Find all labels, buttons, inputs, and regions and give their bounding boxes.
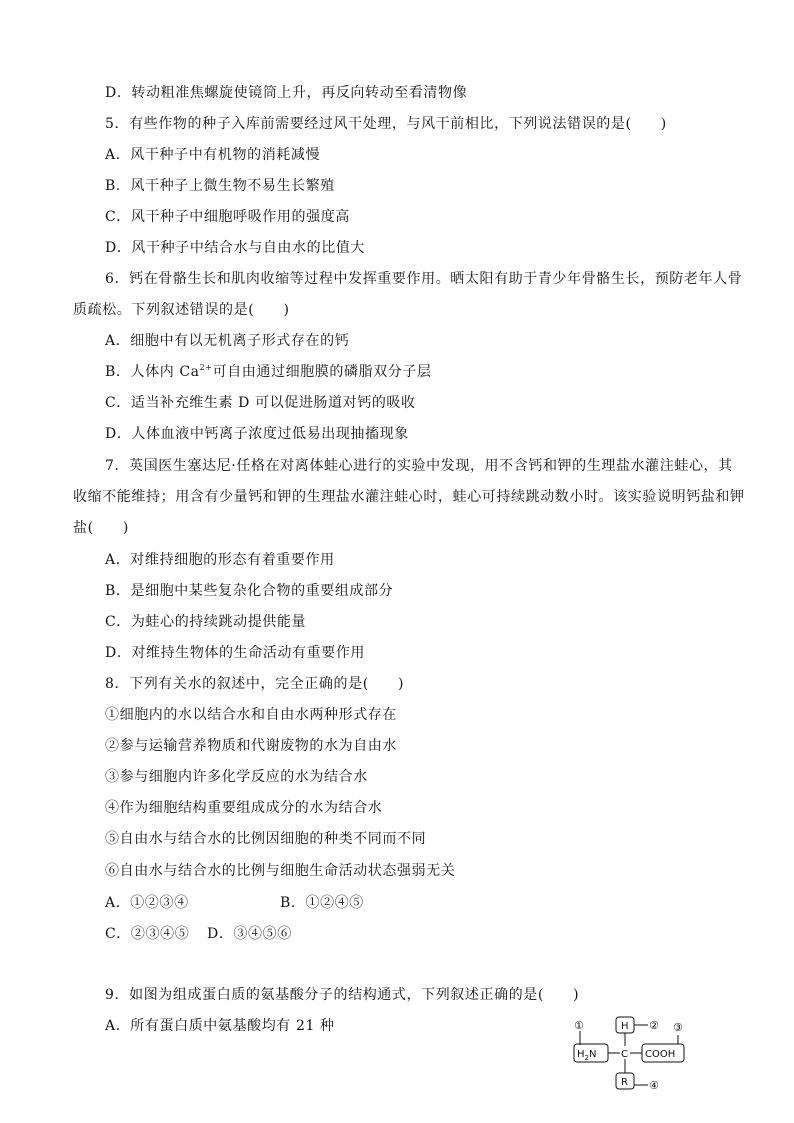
q7-option-d: D．对维持生物体的生命活动有重要作用 — [105, 645, 366, 661]
q8-statement-2: ②参与运输营养物质和代谢废物的水为自由水 — [105, 738, 397, 754]
carboxyl-group-label: COOH — [645, 1049, 676, 1060]
q7-option-b: B．是细胞中某些复杂化合物的重要组成部分 — [105, 583, 394, 599]
q8-statement-5: ⑤自由水与结合水的比例因细胞的种类不同而不同 — [105, 831, 427, 847]
amino-acid-structure-svg — [560, 1017, 690, 1115]
amino-acid-structure-diagram — [560, 1017, 690, 1115]
q8-statement-3: ③参与细胞内许多化学反应的水为结合水 — [105, 769, 368, 785]
q7-stem-line3: 盐( ) — [73, 520, 129, 536]
q9-option-a: A．所有蛋白质中氨基酸均有 21 种 — [105, 1018, 335, 1034]
q5-option-c: C．风干种子中细胞呼吸作用的强度高 — [105, 209, 350, 225]
label-number-2: ② — [649, 1019, 659, 1032]
q7-option-a: A．对维持细胞的形态有着重要作用 — [105, 552, 335, 568]
q6-option-b — [105, 363, 432, 381]
q6-option-b-pre: B．人体内 Ca — [105, 364, 200, 380]
q7-option-c: C．为蛙心的持续跳动提供能量 — [105, 614, 307, 630]
q7-stem-line1: 7．英国医生塞达尼·任格在对离体蛙心进行的实验中发现，用不含钙和钾的生理盐水灌注蛙心，其 — [105, 458, 733, 474]
q8-statement-6: ⑥自由水与结合水的比例与细胞生命活动状态强弱无关 — [105, 863, 456, 879]
label-number-1: ① — [574, 1019, 584, 1032]
q8-statement-1: ①细胞内的水以结合水和自由水两种形式存在 — [105, 707, 397, 723]
amino-group-label: $H_2N$ — [577, 1049, 597, 1062]
calcium-charge-superscript: 2+ — [199, 363, 213, 372]
r-group-label: R — [621, 1077, 628, 1088]
q8-option-a: A．①②③④ — [105, 895, 189, 911]
q8-option-d: D．③④⑤⑥ — [207, 926, 292, 942]
q5-option-b: B．风干种子上微生物不易生长繁殖 — [105, 178, 335, 194]
central-carbon: C — [621, 1049, 628, 1060]
q8-statement-4: ④作为细胞结构重要组成成分的水为结合水 — [105, 800, 383, 816]
q5-option-a: A．风干种子中有机物的消耗减慢 — [105, 147, 321, 163]
q6-option-d: D．人体血液中钙离子浓度过低易出现抽搐现象 — [105, 426, 409, 442]
label-number-4: ④ — [649, 1079, 659, 1092]
hydrogen-label: H — [621, 1021, 629, 1032]
q6-option-b-post: 可自由通过细胞膜的磷脂双分子层 — [212, 364, 432, 380]
q6-option-a: A．细胞中有以无机离子形式存在的钙 — [105, 333, 350, 349]
q5-option-d: D．风干种子中结合水与自由水的比值大 — [105, 240, 366, 256]
label-number-3: ③ — [673, 1021, 683, 1034]
q9-stem: 9．如图为组成蛋白质的氨基酸分子的结构通式，下列叙述正确的是( ) — [105, 987, 580, 1003]
q6-stem-line2: 质疏松。下列叙述错误的是( ) — [73, 302, 290, 318]
q7-stem-line2: 收缩不能维持；用含有少量钙和钾的生理盐水灌注蛙心时，蛙心可持续跳动数小时。该实验说明钙盐和钾 — [73, 489, 745, 505]
q8-stem: 8．下列有关水的叙述中，完全正确的是( ) — [105, 676, 405, 692]
q4-option-d: D．转动粗准焦螺旋使镜筒上升，再反向转动至看清物像 — [105, 85, 468, 101]
q8-option-c: C．②③④⑤ — [105, 926, 190, 942]
q8-option-b: B．①②④⑤ — [280, 895, 364, 911]
q6-stem-line1: 6．钙在骨骼生长和肌肉收缩等过程中发挥重要作用。晒太阳有助于青少年骨骼生长，预防老年人骨 — [105, 271, 743, 287]
q5-stem: 5．有些作物的种子入库前需要经过风干处理，与风干前相比，下列说法错误的是( ) — [105, 116, 667, 132]
q6-option-c: C．适当补充维生素 D 可以促进肠道对钙的吸收 — [105, 395, 416, 411]
